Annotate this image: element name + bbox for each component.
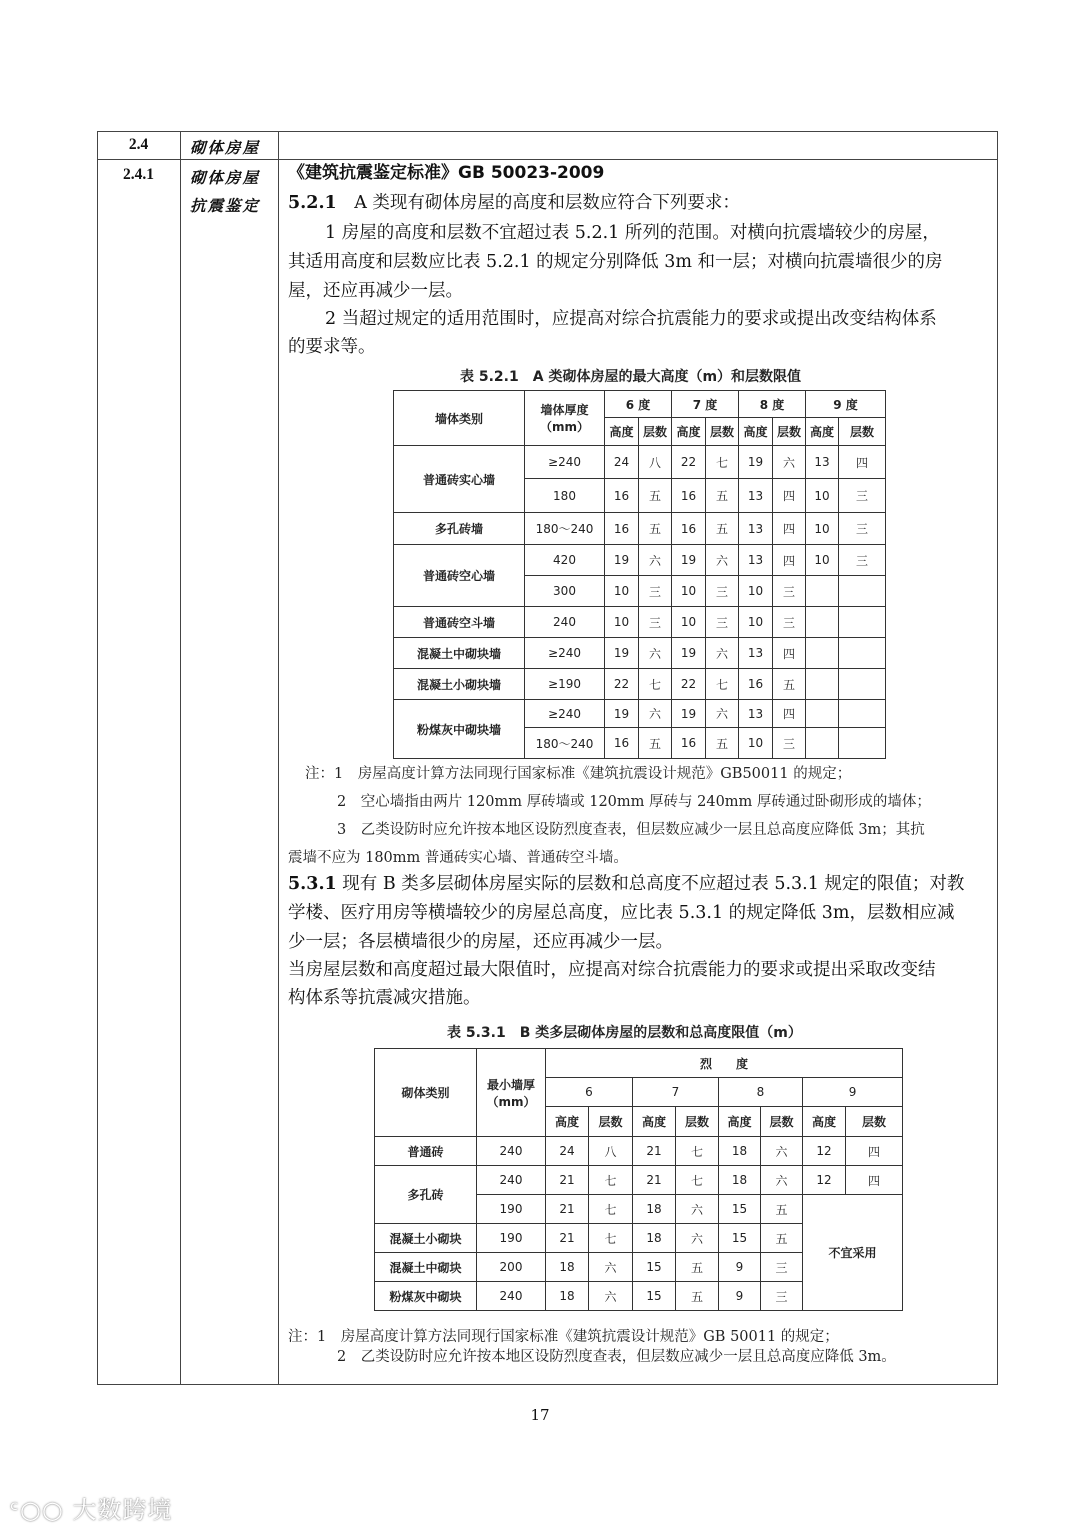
- column-header: 8 度: [739, 391, 806, 418]
- table-cell: ≥240: [525, 638, 605, 669]
- table-cell: 21: [546, 1166, 589, 1195]
- table-cell: 五: [639, 513, 672, 545]
- table-cell: 24: [546, 1137, 589, 1166]
- table-cell: 六: [706, 638, 739, 669]
- table-cell: 五: [639, 728, 672, 759]
- table-cell: 19: [672, 700, 706, 728]
- table-cell: 五: [676, 1253, 719, 1282]
- table-cell: 三: [706, 607, 739, 638]
- table-cell: 240: [477, 1166, 546, 1195]
- table-cell: [806, 638, 839, 669]
- table-cell: 21: [546, 1195, 589, 1224]
- table-cell: 三: [773, 728, 806, 759]
- table-cell: 16: [739, 669, 773, 700]
- standard-title: 《建筑抗震鉴定标准》GB 50023-2009: [288, 163, 605, 183]
- table-cell: [839, 576, 886, 607]
- table-row: [375, 1137, 903, 1166]
- table-5-2-1: [393, 390, 886, 759]
- column-header: 6: [546, 1078, 633, 1107]
- section-title: 砌体房屋: [190, 138, 261, 157]
- column-header: 砌体类别: [375, 1049, 477, 1137]
- table-cell: 10: [739, 576, 773, 607]
- column-header: 层数: [761, 1107, 803, 1137]
- table-cell: 300: [525, 576, 605, 607]
- clause-line: 屋，还应再减少一层。: [288, 281, 463, 301]
- watermark-text: 大数跨境: [72, 1496, 173, 1524]
- table-cell: 15: [633, 1282, 676, 1311]
- column-header: 8: [719, 1078, 803, 1107]
- table-cell: 18: [719, 1137, 761, 1166]
- table-cell: 9: [719, 1282, 761, 1311]
- table-cell: 四: [846, 1166, 903, 1195]
- table-cell: 240: [525, 607, 605, 638]
- table-note: 2 乙类设防时应允许按本地区设防烈度查表，但层数应减少一层且总高度应降低 3m。: [337, 1349, 896, 1365]
- table-cell: 21: [633, 1137, 676, 1166]
- table-cell: 200: [477, 1253, 546, 1282]
- table-cell: 七: [706, 446, 739, 479]
- table-row: [394, 700, 886, 728]
- column-header: 层数: [706, 418, 739, 446]
- table-row: [375, 1049, 903, 1078]
- table-cell: 19: [672, 545, 706, 576]
- table-cell: 13: [739, 513, 773, 545]
- table-cell: 三: [706, 576, 739, 607]
- table-cell: 三: [839, 545, 886, 576]
- column-header: 最小墙厚 （mm）: [477, 1049, 546, 1137]
- column-header: 烈 度: [546, 1049, 903, 1078]
- table-cell: 四: [773, 479, 806, 513]
- table-cell: 六: [639, 638, 672, 669]
- table-cell: 四: [773, 638, 806, 669]
- table-cell: 12: [803, 1137, 846, 1166]
- table-cell: 10: [672, 576, 706, 607]
- table-cell: 七: [589, 1166, 633, 1195]
- table-cell: 四: [773, 513, 806, 545]
- column-header: 墙体类别: [394, 391, 525, 446]
- column-header: 7: [633, 1078, 719, 1107]
- table-cell: 240: [477, 1282, 546, 1311]
- column-header: 9 度: [806, 391, 886, 418]
- table-cell: 五: [676, 1282, 719, 1311]
- table-cell: 五: [761, 1224, 803, 1253]
- table-cell: 16: [605, 513, 639, 545]
- table-row: [375, 1166, 903, 1195]
- table-cell: 三: [639, 576, 672, 607]
- table-cell: 16: [672, 728, 706, 759]
- table-cell: 三: [773, 607, 806, 638]
- clause-line: 当房屋层数和高度超过最大限值时，应提高对综合抗震能力的要求或提出采取改变结: [288, 960, 936, 980]
- table-cell: 六: [589, 1253, 633, 1282]
- column-header: 层数: [846, 1107, 903, 1137]
- row-header: 多孔砖墙: [394, 513, 525, 545]
- column-header: 高度: [739, 418, 773, 446]
- table-row: [394, 545, 886, 576]
- table-cell: 七: [706, 669, 739, 700]
- table-cell: 180～240: [525, 728, 605, 759]
- table-cell: 三: [773, 576, 806, 607]
- table-cell: [806, 700, 839, 728]
- section-title-line: 砌体房屋: [190, 168, 261, 187]
- table-cell: [839, 638, 886, 669]
- row-header: 普通砖实心墙: [394, 446, 525, 513]
- column-header: 高度: [803, 1107, 846, 1137]
- table-cell: 八: [589, 1137, 633, 1166]
- table-cell: 七: [639, 669, 672, 700]
- table-cell: 七: [676, 1166, 719, 1195]
- table-cell: 四: [773, 700, 806, 728]
- table-note: 震墙不应为 180mm 普通砖实心墙、普通砖空斗墙。: [288, 850, 628, 866]
- table-cell: 六: [761, 1137, 803, 1166]
- table-caption: 表 5.3.1 B 类多层砌体房屋的层数和总高度限值（m）: [447, 1025, 802, 1041]
- table-cell: 三: [839, 513, 886, 545]
- column-header: 高度: [633, 1107, 676, 1137]
- table-cell: 六: [676, 1224, 719, 1253]
- table-cell: 420: [525, 545, 605, 576]
- table-cell: 七: [676, 1137, 719, 1166]
- table-cell: 180～240: [525, 513, 605, 545]
- column-header: 高度: [546, 1107, 589, 1137]
- table-cell: [806, 728, 839, 759]
- not-recommended-cell: 不宜采用: [803, 1195, 903, 1311]
- column-header: 7 度: [672, 391, 739, 418]
- table-cell: 22: [605, 669, 639, 700]
- table-cell: 五: [706, 479, 739, 513]
- column-header: 墙体厚度 （mm）: [525, 391, 605, 446]
- clause-line: 的要求等。: [288, 337, 376, 357]
- table-cell: 10: [806, 545, 839, 576]
- table-row: [394, 391, 886, 418]
- table-cell: 五: [639, 479, 672, 513]
- column-header: 9: [803, 1078, 903, 1107]
- column-header: 层数: [676, 1107, 719, 1137]
- table-cell: 190: [477, 1195, 546, 1224]
- table-cell: 19: [605, 700, 639, 728]
- table-cell: [839, 669, 886, 700]
- table-cell: 五: [706, 728, 739, 759]
- clause-line: 2 当超过规定的适用范围时，应提高对综合抗震能力的要求或提出改变结构体系: [325, 309, 937, 329]
- clause-text: 现有 B 类多层砌体房屋实际的层数和总高度不应超过表 5.3.1 规定的限值；对教: [342, 874, 965, 894]
- section-number: 2.4: [128, 136, 149, 153]
- table-cell: 八: [639, 446, 672, 479]
- table-cell: 16: [605, 479, 639, 513]
- clause-line: 1 房屋的高度和层数不宜超过表 5.2.1 所列的范围。对横向抗震墙较少的房屋，: [325, 223, 940, 243]
- row-header: 混凝土小砌块墙: [394, 669, 525, 700]
- table-cell: 12: [803, 1166, 846, 1195]
- table-cell: 15: [633, 1253, 676, 1282]
- table-cell: 六: [589, 1282, 633, 1311]
- table-cell: 19: [672, 638, 706, 669]
- column-divider: [180, 132, 181, 1384]
- table-cell: 13: [739, 638, 773, 669]
- table-cell: 六: [639, 700, 672, 728]
- clause-line: 学楼、医疗用房等横墙较少的房屋总高度，应比表 5.3.1 的规定降低 3m，层数相应减: [288, 903, 955, 923]
- column-header: 6 度: [605, 391, 672, 418]
- table-cell: 18: [546, 1282, 589, 1311]
- clause-text: A 类现有砌体房屋的高度和层数应符合下列要求：: [354, 193, 740, 213]
- clause-line: [288, 193, 740, 213]
- row-header: 混凝土中砌块墙: [394, 638, 525, 669]
- column-header: 层数: [839, 418, 886, 446]
- table-cell: 21: [546, 1224, 589, 1253]
- table-cell: 六: [773, 446, 806, 479]
- table-cell: 10: [806, 513, 839, 545]
- table-cell: [839, 728, 886, 759]
- table-cell: 19: [739, 446, 773, 479]
- table-cell: 15: [719, 1195, 761, 1224]
- row-header: 粉煤灰中砌块墙: [394, 700, 525, 759]
- table-cell: 22: [672, 446, 706, 479]
- table-cell: [839, 607, 886, 638]
- table-cell: [806, 669, 839, 700]
- table-cell: 三: [839, 479, 886, 513]
- row-header: 普通砖空斗墙: [394, 607, 525, 638]
- row-header: 多孔砖: [375, 1166, 477, 1224]
- table-cell: 190: [477, 1224, 546, 1253]
- table-row: [394, 669, 886, 700]
- table-cell: 21: [633, 1166, 676, 1195]
- column-header: 层数: [589, 1107, 633, 1137]
- table-cell: 三: [761, 1282, 803, 1311]
- table-cell: 10: [605, 607, 639, 638]
- table-cell: 24: [605, 446, 639, 479]
- table-cell: 五: [773, 669, 806, 700]
- table-cell: 18: [719, 1166, 761, 1195]
- row-header: 普通砖: [375, 1137, 477, 1166]
- table-cell: 三: [639, 607, 672, 638]
- table-cell: 六: [706, 545, 739, 576]
- table-cell: 10: [605, 576, 639, 607]
- table-cell: 16: [672, 479, 706, 513]
- table-cell: 13: [806, 446, 839, 479]
- column-header: 高度: [719, 1107, 761, 1137]
- table-cell: 六: [639, 545, 672, 576]
- table-cell: 19: [605, 545, 639, 576]
- table-cell: 六: [761, 1166, 803, 1195]
- table-note: 3 乙类设防时应允许按本地区设防烈度查表，但层数应减少一层且总高度应降低 3m；其抗: [337, 822, 925, 838]
- clause-line: 构体系等抗震减灾措施。: [288, 988, 481, 1008]
- row-header: 粉煤灰中砌块: [375, 1282, 477, 1311]
- row-divider: [98, 159, 997, 160]
- table-cell: 六: [706, 700, 739, 728]
- table-cell: 10: [739, 607, 773, 638]
- table-cell: 13: [739, 545, 773, 576]
- table-cell: ≥190: [525, 669, 605, 700]
- table-cell: 18: [633, 1224, 676, 1253]
- table-cell: [806, 576, 839, 607]
- table-row: [394, 638, 886, 669]
- table-cell: 19: [605, 638, 639, 669]
- table-cell: 10: [739, 728, 773, 759]
- table-cell: 三: [761, 1253, 803, 1282]
- table-cell: [806, 607, 839, 638]
- table-cell: [839, 700, 886, 728]
- table-note: 注：1 房屋高度计算方法同现行国家标准《建筑抗震设计规范》GB50011 的规定；: [305, 766, 852, 782]
- column-header: 高度: [806, 418, 839, 446]
- clause-line: 少一层；各层横墙很少的房屋，还应再减少一层。: [288, 932, 673, 952]
- row-header: 混凝土中砌块: [375, 1253, 477, 1282]
- section-title-line: 抗震鉴定: [190, 196, 261, 215]
- table-5-3-1: [374, 1048, 903, 1311]
- table-row: [394, 513, 886, 545]
- table-cell: 18: [546, 1253, 589, 1282]
- table-cell: 六: [676, 1195, 719, 1224]
- table-note: 注：1 房屋高度计算方法同现行国家标准《建筑抗震设计规范》GB 50011 的规定；: [288, 1329, 839, 1345]
- column-header: 高度: [605, 418, 639, 446]
- table-row: [394, 607, 886, 638]
- clause-number: 5.2.1: [288, 193, 337, 213]
- table-cell: 四: [846, 1137, 903, 1166]
- column-header: 层数: [773, 418, 806, 446]
- table-cell: 七: [589, 1224, 633, 1253]
- table-cell: 13: [739, 479, 773, 513]
- table-cell: 七: [589, 1195, 633, 1224]
- table-cell: 10: [672, 607, 706, 638]
- table-cell: ≥240: [525, 700, 605, 728]
- column-header: 层数: [639, 418, 672, 446]
- table-caption: 表 5.2.1 A 类砌体房屋的最大高度（m）和层数限值: [460, 369, 802, 385]
- table-cell: 四: [839, 446, 886, 479]
- table-cell: 18: [633, 1195, 676, 1224]
- table-cell: 9: [719, 1253, 761, 1282]
- row-header: 普通砖空心墙: [394, 545, 525, 607]
- table-cell: ≥240: [525, 446, 605, 479]
- clause-line: 其适用高度和层数应比表 5.2.1 的规定分别降低 3m 和一层；对横向抗震墙很少的房: [288, 252, 943, 272]
- table-cell: 15: [719, 1224, 761, 1253]
- column-divider: [278, 132, 279, 1384]
- table-cell: 10: [806, 479, 839, 513]
- table-cell: 240: [477, 1137, 546, 1166]
- table-cell: 五: [706, 513, 739, 545]
- table-cell: 22: [672, 669, 706, 700]
- column-header: 高度: [672, 418, 706, 446]
- table-note: 2 空心墙指由两片 120mm 厚砖墙或 120mm 厚砖与 240mm 厚砖通过卧砌形成的墙体；: [337, 794, 931, 810]
- table-cell: 16: [672, 513, 706, 545]
- table-cell: 13: [739, 700, 773, 728]
- table-cell: 180: [525, 479, 605, 513]
- table-row: [394, 446, 886, 479]
- clause-number: 5.3.1: [288, 874, 337, 894]
- clause-line: [288, 874, 964, 894]
- table-cell: 16: [605, 728, 639, 759]
- page-number: 17: [530, 1406, 550, 1424]
- row-header: 混凝土小砌块: [375, 1224, 477, 1253]
- table-cell: 四: [773, 545, 806, 576]
- watermark-logo: [10, 1490, 172, 1525]
- section-number: 2.4.1: [123, 166, 154, 183]
- watermark-icon: ᶜ○○: [10, 1496, 73, 1524]
- table-cell: 五: [761, 1195, 803, 1224]
